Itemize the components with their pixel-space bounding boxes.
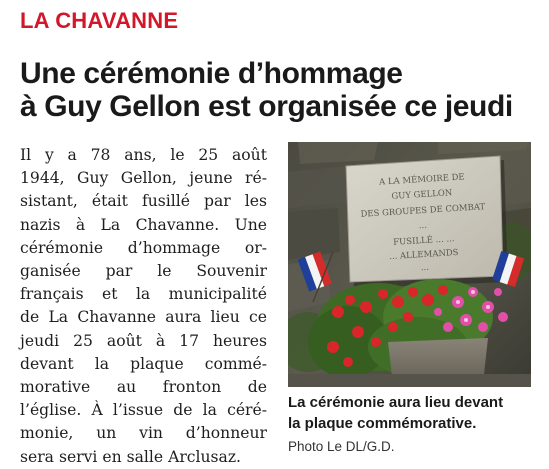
plaque-text-line: GUY GELLON [391,188,453,202]
body-line: 1944, Guy Gellon, jeune ré- [20,169,267,188]
article-body [20,144,267,469]
plaque-text-line: ... ALLEMANDS [388,247,459,263]
caption-line: la plaque commémorative. [288,415,477,432]
body-line: sera servi en salle Arclusaz. [20,447,242,466]
headline-line: Une cérémonie d’hommage [20,57,403,90]
plaque-text-line: DES GROUPES DE COMBAT [360,202,486,220]
body-line: Il y a 78 ans, le 25 août [20,146,267,164]
body-line: ganisée par le Souvenir [20,262,267,281]
plaque-text-line: FUSILLÉ ... ... [392,234,455,248]
plaque-text-line: ... [418,220,428,232]
body-line: nazis à La Chavanne. Une [20,215,267,234]
body-line: cérémonie d’hommage or- [20,238,267,257]
headline-line: à Guy Gellon est organisée ce jeudi [20,90,513,123]
plaque-text-line: A LA MÉMOIRE DE [378,172,465,188]
body-line: devant la plaque commé- [20,354,267,373]
body-line: monie, un vin d’honneur [20,424,267,443]
body-line: l’église. À l’issue de la céré- [20,401,267,420]
caption-line: La cérémonie aura lieu devant [288,394,504,411]
photo-credit: Photo Le DL/G.D. [288,439,395,454]
article-headline [20,57,540,123]
body-line: français et la municipalité [20,285,267,304]
section-kicker: LA CHAVANNE [20,8,179,33]
body-line: morative au fronton de [20,378,267,397]
photo-caption [288,392,546,434]
body-line: jeudi 25 août à 17 heures [20,331,267,350]
body-line: sistant, était fusillé par les [20,192,267,211]
memorial-plaque-photo [288,142,531,387]
plaque-text-line: ... [420,262,430,274]
body-line: de La Chavanne aura lieu ce [20,308,267,327]
